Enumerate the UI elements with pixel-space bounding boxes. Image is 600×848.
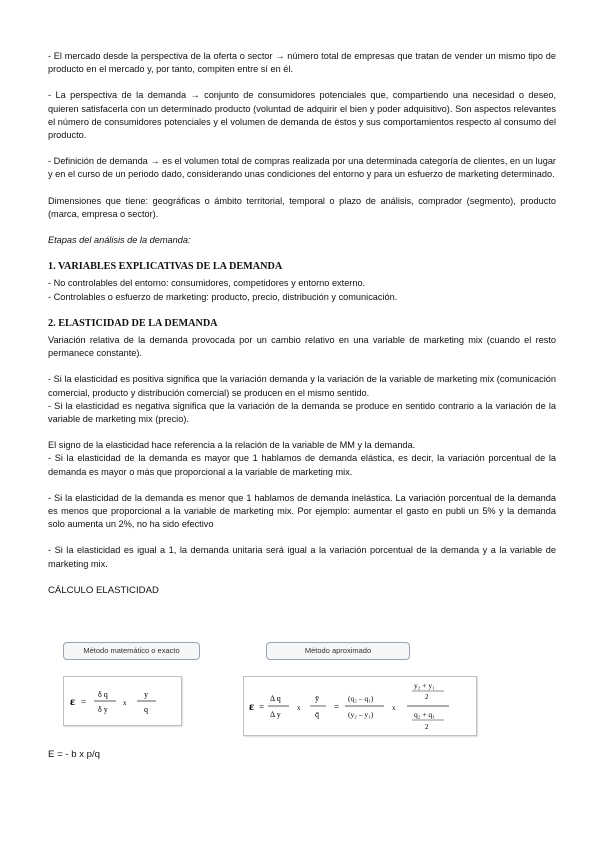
- svg-text:δ q: δ q: [98, 690, 108, 699]
- svg-text:=: =: [259, 702, 265, 712]
- svg-text:x: x: [123, 699, 127, 707]
- elasticity-unit: - Si la elasticidad es igual a 1, la demanda unitaria será igual a la variación porcentual de la demanda y a la variable de marketing mix.: [48, 545, 556, 569]
- section1-item: - Controlables o esfuerzo de marketing: producto, precio, distribución y comunicación.: [48, 291, 398, 302]
- etapas-label: Etapas del análisis de la demanda:: [48, 235, 191, 246]
- paragraph-dimensiones: Dimensiones que tiene: geográficas o ámbito territorial, temporal o plazo de análisis, comprador (segmento), producto (marca, empresa o sector).: [48, 195, 556, 219]
- elasticity-positive: - Si la elasticidad es positiva significa que la variación demanda y la variación de la variable de marketing mix (comunicación comercial, producto y distribución comercial) se producen en el mismo sentido.: [48, 374, 556, 398]
- method-exact-label: Método matemático o exacto: [63, 642, 200, 660]
- svg-text:ε: ε: [70, 694, 76, 708]
- svg-text:ε: ε: [249, 699, 255, 713]
- svg-text:x: x: [297, 704, 301, 712]
- exact-formula-box: [63, 676, 182, 726]
- svg-text:Δ y: Δ y: [270, 710, 281, 719]
- svg-text:=: =: [81, 697, 87, 707]
- elasticity-elastic: - Si la elasticidad de la demanda es mayor que 1 hablamos de demanda elástica, es decir, la variación porcentual de la demanda es mayor o más que proporcional a la variable de marketing mix.: [48, 453, 556, 477]
- svg-text:q: q: [144, 705, 148, 714]
- svg-text:2: 2: [425, 723, 429, 731]
- paragraph-demanda: - La perspectiva de la demanda → conjunto de consumidores potenciales que, compartiendo una necesidad o deseo, quieren satisfacerla con un determinado producto (voluntad de adquirir el bien y poder adquisitivo). Son aspectos relevantes el número de consumidores potenciales y el volumen de demanda de éstos y sus comportamientos respecto al consumo del producto.: [48, 90, 556, 141]
- elasticity-sign: El signo de la elasticidad hace referencia a la relación de la variable de MM y la demanda.: [48, 440, 416, 451]
- formula-figures: [63, 642, 543, 737]
- svg-text:y₂ + y₁: y₂ + y₁: [414, 681, 435, 690]
- svg-text:=: =: [334, 702, 340, 712]
- svg-text:ȳ: ȳ: [315, 694, 319, 703]
- svg-text:(q₂ – q₁): (q₂ – q₁): [348, 694, 374, 703]
- svg-text:2: 2: [425, 693, 429, 701]
- exact-formula: [64, 677, 181, 725]
- elasticity-inelastic: - Si la elasticidad de la demanda es menor que 1 hablamos de demanda inelástica. La variación porcentual de la demanda es menos que proporcional a la variable de marketing mix. Por ejemplo: aumentar el gasto en publi un 5% y la demanda solo aumenta un 2%, no ha sido efectivo: [48, 492, 556, 530]
- document-body: [48, 50, 556, 597]
- approx-formula: [244, 677, 476, 735]
- approx-formula-box: [243, 676, 477, 736]
- section1-item: - No controlables del entorno: consumidores, competidores y entorno externo.: [48, 278, 366, 289]
- section1-heading: 1. VARIABLES EXPLICATIVAS DE LA DEMANDA: [48, 261, 283, 273]
- paragraph-definicion: - Definición de demanda → es el volumen total de compras realizada por una determinada categoría de clientes, en un lugar y en el curso de un periodo dado, considerando unas condiciones del entorno y para un esfuerzo de marketing determinado.: [48, 156, 556, 180]
- svg-text:q₂ + q₁: q₂ + q₁: [414, 710, 435, 719]
- svg-text:Δ q: Δ q: [270, 694, 281, 703]
- section2-intro: Variación relativa de la demanda provocada por un cambio relativo en una variable de marketing mix (cuando el resto permanece constante).: [48, 335, 556, 359]
- svg-text:δ y: δ y: [98, 705, 108, 714]
- section2-heading: 2. ELASTICIDAD DE LA DEMANDA: [48, 317, 218, 329]
- method-approx-label: Método aproximado: [266, 642, 410, 660]
- svg-text:x: x: [392, 704, 396, 712]
- svg-text:y: y: [144, 690, 148, 699]
- svg-text:(y₂ – y₁): (y₂ – y₁): [348, 710, 374, 719]
- elasticity-formula-footer: E = - b x p/q: [48, 749, 100, 760]
- paragraph-oferta: - El mercado desde la perspectiva de la oferta o sector → número total de empresas que tratan de vender un mismo tipo de producto en el mercado y, por tanto, compiten entre sí en él.: [48, 51, 556, 75]
- elasticity-negative: - Si la elasticidad es negativa significa que la variación de la demanda se produce en sentido contrario a la variación de la variable de marketing mix (precio).: [48, 400, 556, 425]
- calculo-title: CÁLCULO ELASTICIDAD: [48, 584, 159, 596]
- svg-text:q̄: q̄: [315, 710, 319, 719]
